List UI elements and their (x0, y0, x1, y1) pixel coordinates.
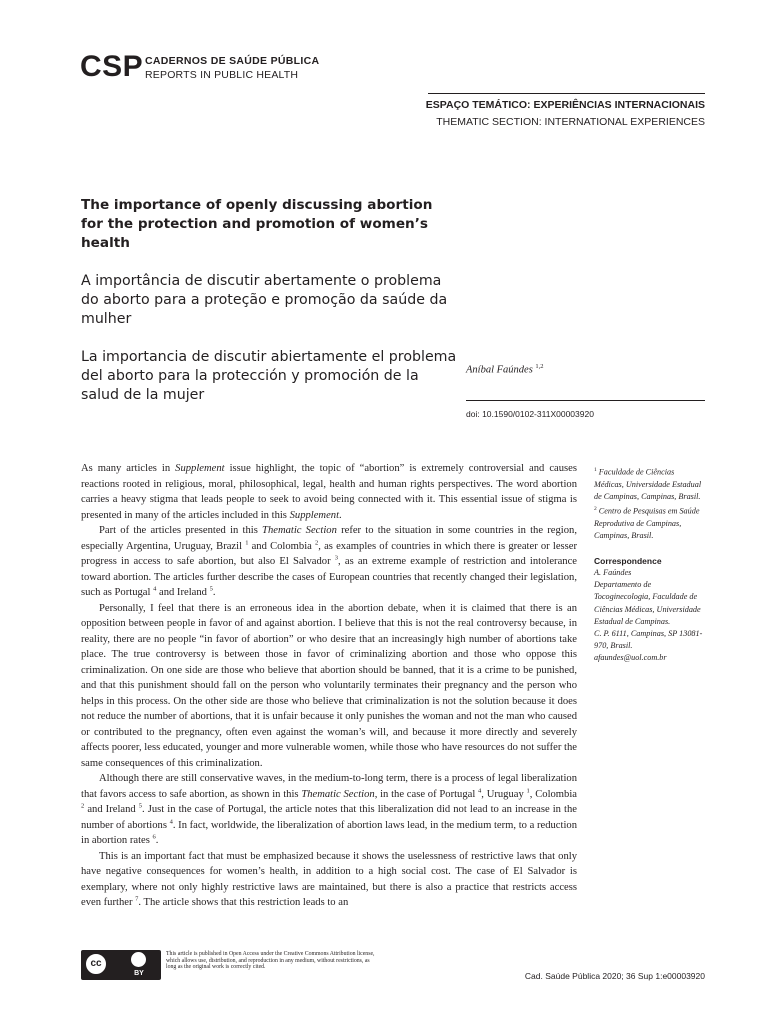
article-title-en: The importance of openly discussing abortion for the protection and promotion of women’s health (81, 197, 433, 251)
reference-mark[interactable]: 5 (209, 585, 213, 593)
correspondence-department: Departamento de Tocoginecologia, Faculdade de Ciências Médicas, Universidade Estadual de Campinas. (594, 580, 701, 626)
correspondence-address: C. P. 6111, Campinas, SP 13081-970, Brasil. (594, 628, 703, 651)
license-text: This article is published in Open Access under the Creative Commons Attribution license, which allows use, distribution, and reproduction in any medium, without restrictions, as long as the original work is correctly cited. (166, 951, 375, 971)
journal-name-en: REPORTS IN PUBLIC HEALTH (145, 69, 299, 81)
cc-icon: cc (85, 953, 107, 975)
article-title-pt: A importância de discutir abertamente o problema do aborto para a proteção e promoção da saúde da mulher (81, 273, 448, 327)
paragraph: Although there are still conservative waves, in the medium-to-long term, there is a process of legal liberalization that favors access to safe abortion, as shown in this Thematic Section, in the case of Portugal $^4$, Uruguay $^1$, Colombia $^2$ and Ireland $^5$. Just in the case of Portugal, the article notes that this liberalization did not lead to an increase in the number of abortions $^4$. In fact, worldwide, the liberalization of abortion laws lead, in the medium term, to a reduction in abortion rates $^6$. (81, 773, 577, 846)
reference-mark[interactable]: 2 (315, 538, 319, 546)
paragraph: Personally, I feel that there is an erroneous idea in the abortion debate, when it is claimed that there is an opposition between people in favor of and against abortion. I believe that this is not the real controversy because, in reality, there are no people “in favor of abortion” or who desire that an increasingly high number of abortions take place. The true controversy is between those in favor of criminalizing abortion and those who oppose this criminalization. On one side are those who believe that abortion should be banned, that it is a crime to be punished, and that this punishment should fall on the person who voluntarily terminates their pregnancy and the person who helps in this process. On the other side are those who believe that criminalization is not the solution because it does not reduce the number of abortions, that it is unfair because it only punishes the woman and not the man who caused or contributed to the pregnancy, often even against the woman’s will, and because it more directly and severely affects poorer, less educated, younger and more vulnerable women, while those who have resources do not suffer the same consequences of this criminalization. (81, 602, 577, 769)
affiliations-sidebar (594, 464, 706, 665)
author-affiliation-marks: 1,2 (535, 363, 544, 370)
cc-by-label: BY (134, 970, 144, 977)
section-label-en: THEMATIC SECTION: INTERNATIONAL EXPERIENCES (436, 116, 705, 128)
reference-mark[interactable]: 7 (135, 895, 139, 903)
creative-commons-badge[interactable] (81, 950, 161, 980)
author-byline (466, 363, 544, 376)
affiliation: $^1$ Faculdade de Ciências Médicas, Universidade Estadual de Campinas, Campinas, Brasil. (594, 467, 702, 502)
attribution-person-icon (131, 952, 146, 967)
journal-name-pt: CADERNOS DE SAÚDE PÚBLICA (145, 55, 320, 67)
journal-logo: CSP (80, 50, 144, 83)
paragraph: As many articles in Supplement issue highlight, the topic of “abortion” is extremely controversial and causes reactions rooted in religious, moral, philosophical, legal, health and human rights perspectives. The word abortion carries a heavy stigma that leads people to seek to avoid being connected with it. This essential issue of stigma is presented in many of the articles included in this Supplement. (81, 463, 577, 521)
article-title-es: La importancia de discutir abiertamente el problema del aborto para la protección y promoción de la salud de la mujer (81, 349, 457, 403)
reference-mark[interactable]: 6 (152, 833, 156, 841)
reference-mark[interactable]: 4 (153, 585, 157, 593)
reference-mark[interactable]: 5 (138, 802, 142, 810)
affiliation: $^2$ Centro de Pesquisas em Saúde Reprodutiva de Campinas, Campinas, Brasil. (594, 506, 700, 541)
paragraph: This is an important fact that must be emphasized because it shows the uselessness of restrictive laws that only have negative consequences for women’s health, in addition to a high social cost. The case of El Salvador is exemplary, where not only highly restrictive laws are maintained, but there is also a practice that restricts access even further $^7$. The article shows that this restriction leads to an (81, 850, 577, 908)
correspondence-heading: Correspondence (594, 555, 662, 566)
article-body (81, 461, 577, 911)
doi-link[interactable]: doi: 10.1590/0102-311X00003920 (466, 409, 594, 419)
reference-mark[interactable]: 4 (169, 817, 173, 825)
author-divider (466, 400, 705, 401)
journal-citation: Cad. Saúde Pública 2020; 36 Sup 1:e00003920 (524, 971, 705, 981)
correspondence-email[interactable]: afaundes@uol.com.br (594, 653, 667, 663)
reference-mark[interactable]: 4 (478, 786, 482, 794)
reference-mark[interactable]: 2 (81, 802, 85, 810)
paragraph: Part of the articles presented in this Thematic Section refer to the situation in some countries in the region, especially Argentina, Uruguay, Brazil $^1$ and Colombia $^2$, as examples of countries in which there is greater or lesser progress in access to safe abortion, but also El Salvador $^3$, as an extreme example of restriction and intolerance toward abortion. The articles further describe the cases of European countries that recently changed their legislation, such as Portugal $^4$ and Ireland $^5$. (81, 525, 578, 598)
reference-mark[interactable]: 1 (245, 538, 249, 546)
header-divider (428, 93, 705, 94)
reference-mark[interactable]: 1 (526, 786, 530, 794)
reference-mark[interactable]: 3 (334, 554, 339, 562)
correspondence-name: A. Faúndes (594, 567, 632, 577)
section-label-pt: ESPAÇO TEMÁTICO: EXPERIÊNCIAS INTERNACIONAIS (425, 99, 705, 111)
author-name: Aníbal Faúndes (466, 364, 533, 376)
